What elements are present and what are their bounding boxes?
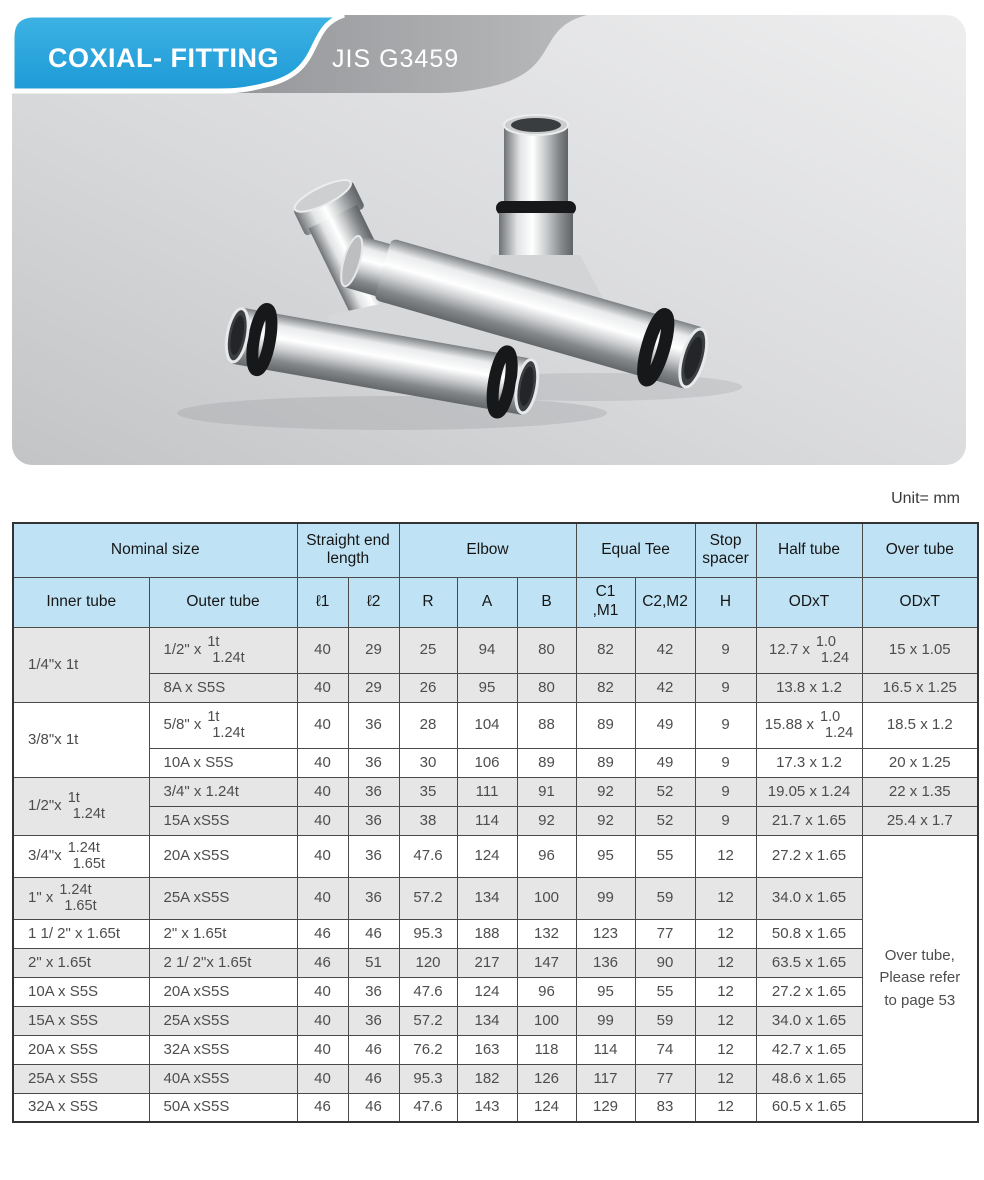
table-cell: 27.2 x 1.65 — [756, 977, 862, 1006]
table-cell: 3/4" x 1.24t — [149, 777, 297, 806]
table-cell: 2" x 1.65t — [149, 919, 297, 948]
table-cell: 28 — [399, 702, 457, 748]
table-cell: 10A x S5S — [149, 748, 297, 777]
table-cell: 40 — [297, 877, 348, 919]
table-cell: 16.5 x 1.25 — [862, 673, 978, 702]
table-cell: 40 — [297, 1006, 348, 1035]
table-row — [13, 1064, 978, 1093]
col-header-l2: ℓ2 — [348, 577, 399, 627]
table-cell: 36 — [348, 777, 399, 806]
table-cell: 27.2 x 1.65 — [756, 835, 862, 877]
table-row — [13, 806, 978, 835]
table-cell: 49 — [635, 702, 695, 748]
table-cell: 89 — [517, 748, 576, 777]
table-cell: 40 — [297, 748, 348, 777]
table-row — [13, 748, 978, 777]
table-cell: 55 — [635, 835, 695, 877]
table-cell: 15A xS5S — [149, 806, 297, 835]
table-cell: 57.2 — [399, 1006, 457, 1035]
col-header-outer-tube: Outer tube — [149, 577, 297, 627]
col-header-equal-tee: Equal Tee — [576, 523, 695, 577]
table-cell: 36 — [348, 702, 399, 748]
table-cell: 5/8" x 1t 1.24t — [149, 702, 297, 748]
table-cell: 20A x S5S — [13, 1035, 149, 1064]
table-cell: 25A xS5S — [149, 1006, 297, 1035]
table-cell: 26 — [399, 673, 457, 702]
table-cell: 9 — [695, 748, 756, 777]
col-header-half-odxt: ODxT — [756, 577, 862, 627]
table-header-group-row — [13, 523, 978, 577]
table-cell: 77 — [635, 1064, 695, 1093]
table-cell: 99 — [576, 1006, 635, 1035]
table-cell: 9 — [695, 702, 756, 748]
table-header-sub-row — [13, 577, 978, 627]
table-cell: 40 — [297, 627, 348, 673]
table-cell: 20A xS5S — [149, 977, 297, 1006]
table-cell: 114 — [576, 1035, 635, 1064]
table-cell: 9 — [695, 627, 756, 673]
table-cell: 1 1/ 2" x 1.65t — [13, 919, 149, 948]
table-cell: 123 — [576, 919, 635, 948]
table-cell: 10A x S5S — [13, 977, 149, 1006]
table-cell: 96 — [517, 835, 576, 877]
table-cell: 46 — [348, 1035, 399, 1064]
table-cell: 36 — [348, 977, 399, 1006]
table-row — [13, 1006, 978, 1035]
table-cell: 40A xS5S — [149, 1064, 297, 1093]
table-cell: 120 — [399, 948, 457, 977]
table-cell: 118 — [517, 1035, 576, 1064]
table-cell: 106 — [457, 748, 517, 777]
table-row — [13, 835, 978, 877]
table-cell: 92 — [576, 777, 635, 806]
table-cell: 52 — [635, 777, 695, 806]
table-cell: 129 — [576, 1093, 635, 1122]
table-cell: 40 — [297, 1064, 348, 1093]
table-cell: 34.0 x 1.65 — [756, 1006, 862, 1035]
table-row — [13, 977, 978, 1006]
table-cell: 40 — [297, 1035, 348, 1064]
table-row — [13, 919, 978, 948]
table-cell: 143 — [457, 1093, 517, 1122]
table-cell: 12 — [695, 835, 756, 877]
col-header-stop-spacer: Stop spacer — [695, 523, 756, 577]
col-header-over-odxt: ODxT — [862, 577, 978, 627]
table-cell: 51 — [348, 948, 399, 977]
table-cell: 92 — [576, 806, 635, 835]
table-cell: 1/4"x 1t — [13, 627, 149, 702]
table-cell: 40 — [297, 835, 348, 877]
table-cell: 50.8 x 1.65 — [756, 919, 862, 948]
table-cell: 1/2" x 1t 1.24t — [149, 627, 297, 673]
table-cell: 49 — [635, 748, 695, 777]
table-cell: 25.4 x 1.7 — [862, 806, 978, 835]
table-cell: 46 — [348, 1064, 399, 1093]
table-cell: 40 — [297, 977, 348, 1006]
col-header-l1: ℓ1 — [297, 577, 348, 627]
table-cell: 126 — [517, 1064, 576, 1093]
table-cell: 91 — [517, 777, 576, 806]
table-cell: 12 — [695, 977, 756, 1006]
table-cell: 36 — [348, 835, 399, 877]
table-cell: 3/8"x 1t — [13, 702, 149, 777]
table-cell: 40 — [297, 673, 348, 702]
table-cell: 83 — [635, 1093, 695, 1122]
table-cell: 74 — [635, 1035, 695, 1064]
table-cell: 22 x 1.35 — [862, 777, 978, 806]
table-row — [13, 777, 978, 806]
table-cell: 50A xS5S — [149, 1093, 297, 1122]
table-cell: 40 — [297, 702, 348, 748]
table-cell: 188 — [457, 919, 517, 948]
table-cell: 47.6 — [399, 977, 457, 1006]
col-header-half-tube: Half tube — [756, 523, 862, 577]
table-cell: 12 — [695, 919, 756, 948]
col-header-c2-m2: C2,M2 — [635, 577, 695, 627]
page-title: COXIAL- FITTING — [48, 43, 279, 73]
table-cell: 46 — [348, 919, 399, 948]
table-row — [13, 673, 978, 702]
table-cell: 42 — [635, 673, 695, 702]
table-cell: 46 — [348, 1093, 399, 1122]
unit-label: Unit= mm — [891, 490, 960, 507]
table-cell: 34.0 x 1.65 — [756, 877, 862, 919]
table-cell: 60.5 x 1.65 — [756, 1093, 862, 1122]
col-header-elbow: Elbow — [399, 523, 576, 577]
table-cell: 80 — [517, 627, 576, 673]
table-cell: 1/2"x 1t 1.24t — [13, 777, 149, 835]
table-cell: 124 — [517, 1093, 576, 1122]
table-cell: 12 — [695, 948, 756, 977]
table-cell: 20 x 1.25 — [862, 748, 978, 777]
table-cell: 59 — [635, 877, 695, 919]
table-cell: 17.3 x 1.2 — [756, 748, 862, 777]
table-cell: 12.7 x 1.0 1.24 — [756, 627, 862, 673]
table-cell: 12 — [695, 1093, 756, 1122]
table-cell: 12 — [695, 877, 756, 919]
table-cell: 55 — [635, 977, 695, 1006]
col-header-straight-end-length: Straight end length — [297, 523, 399, 577]
table-row — [13, 1093, 978, 1122]
table-cell: 95.3 — [399, 1064, 457, 1093]
table-cell: 15.88 x 1.0 1.24 — [756, 702, 862, 748]
table-cell: 88 — [517, 702, 576, 748]
table-cell: 13.8 x 1.2 — [756, 673, 862, 702]
table-cell: 114 — [457, 806, 517, 835]
table-cell: 52 — [635, 806, 695, 835]
table-cell: 95 — [576, 835, 635, 877]
standard-badge: JIS G3459 — [332, 45, 460, 73]
table-cell: 36 — [348, 877, 399, 919]
table-cell: 47.6 — [399, 835, 457, 877]
table-cell: 1" x 1.24t 1.65t — [13, 877, 149, 919]
table-cell: 76.2 — [399, 1035, 457, 1064]
table-cell: 38 — [399, 806, 457, 835]
table-cell: 89 — [576, 702, 635, 748]
table-cell: 104 — [457, 702, 517, 748]
table-cell: 59 — [635, 1006, 695, 1035]
table-cell: 42 — [635, 627, 695, 673]
table-cell: 29 — [348, 627, 399, 673]
table-cell: 163 — [457, 1035, 517, 1064]
col-header-a: A — [457, 577, 517, 627]
table-cell: 134 — [457, 877, 517, 919]
table-cell: 2 1/ 2"x 1.65t — [149, 948, 297, 977]
table-cell: 124 — [457, 977, 517, 1006]
table-cell: 117 — [576, 1064, 635, 1093]
table-cell: 95 — [576, 977, 635, 1006]
page-banner — [12, 15, 966, 465]
product-photo — [12, 15, 966, 465]
table-cell: 30 — [399, 748, 457, 777]
table-cell: 82 — [576, 673, 635, 702]
table-cell: 136 — [576, 948, 635, 977]
table-cell: 32A xS5S — [149, 1035, 297, 1064]
table-cell: 100 — [517, 1006, 576, 1035]
table-cell: 9 — [695, 673, 756, 702]
table-cell: 12 — [695, 1064, 756, 1093]
table-cell: 95 — [457, 673, 517, 702]
table-cell: 132 — [517, 919, 576, 948]
table-cell: 2" x 1.65t — [13, 948, 149, 977]
table-cell: 48.6 x 1.65 — [756, 1064, 862, 1093]
table-cell: 90 — [635, 948, 695, 977]
table-cell: 82 — [576, 627, 635, 673]
table-cell: 95.3 — [399, 919, 457, 948]
table-row — [13, 627, 978, 673]
spec-table — [12, 522, 979, 1123]
table-cell: 9 — [695, 806, 756, 835]
table-cell: 46 — [297, 919, 348, 948]
table-cell: 111 — [457, 777, 517, 806]
table-cell: 36 — [348, 1006, 399, 1035]
table-cell: 100 — [517, 877, 576, 919]
table-cell: 12 — [695, 1006, 756, 1035]
table-cell: 18.5 x 1.2 — [862, 702, 978, 748]
table-cell: 47.6 — [399, 1093, 457, 1122]
table-cell: 12 — [695, 1035, 756, 1064]
table-cell: 19.05 x 1.24 — [756, 777, 862, 806]
table-cell: 92 — [517, 806, 576, 835]
table-cell: 35 — [399, 777, 457, 806]
col-header-b: B — [517, 577, 576, 627]
table-cell: 29 — [348, 673, 399, 702]
table-cell: 217 — [457, 948, 517, 977]
table-row — [13, 1035, 978, 1064]
table-cell: 25A xS5S — [149, 877, 297, 919]
table-cell: 57.2 — [399, 877, 457, 919]
col-header-over-tube: Over tube — [862, 523, 978, 577]
table-row — [13, 948, 978, 977]
table-cell: 147 — [517, 948, 576, 977]
table-cell: 134 — [457, 1006, 517, 1035]
table-cell: 20A xS5S — [149, 835, 297, 877]
table-cell: 9 — [695, 777, 756, 806]
table-cell: 3/4"x 1.24t 1.65t — [13, 835, 149, 877]
table-cell: 46 — [297, 948, 348, 977]
table-cell: 42.7 x 1.65 — [756, 1035, 862, 1064]
table-cell: 8A x S5S — [149, 673, 297, 702]
table-cell: 32A x S5S — [13, 1093, 149, 1122]
table-cell: 63.5 x 1.65 — [756, 948, 862, 977]
col-header-inner-tube: Inner tube — [13, 577, 149, 627]
col-header-nominal-size: Nominal size — [13, 523, 297, 577]
over-tube-note: Over tube, Please refer to page 53 — [862, 835, 978, 1122]
table-cell: 89 — [576, 748, 635, 777]
table-cell: 25 — [399, 627, 457, 673]
table-cell: 94 — [457, 627, 517, 673]
table-cell: 46 — [297, 1093, 348, 1122]
table-cell: 99 — [576, 877, 635, 919]
table-cell: 40 — [297, 806, 348, 835]
table-cell: 77 — [635, 919, 695, 948]
col-header-c1-m1: C1 ,M1 — [576, 577, 635, 627]
table-cell: 96 — [517, 977, 576, 1006]
table-cell: 40 — [297, 777, 348, 806]
col-header-h: H — [695, 577, 756, 627]
table-cell: 15 x 1.05 — [862, 627, 978, 673]
table-row — [13, 877, 978, 919]
table-cell: 25A x S5S — [13, 1064, 149, 1093]
table-cell: 36 — [348, 806, 399, 835]
table-row — [13, 702, 978, 748]
table-cell: 80 — [517, 673, 576, 702]
table-cell: 182 — [457, 1064, 517, 1093]
table-cell: 21.7 x 1.65 — [756, 806, 862, 835]
col-header-r: R — [399, 577, 457, 627]
table-cell: 124 — [457, 835, 517, 877]
table-cell: 15A x S5S — [13, 1006, 149, 1035]
table-cell: 36 — [348, 748, 399, 777]
